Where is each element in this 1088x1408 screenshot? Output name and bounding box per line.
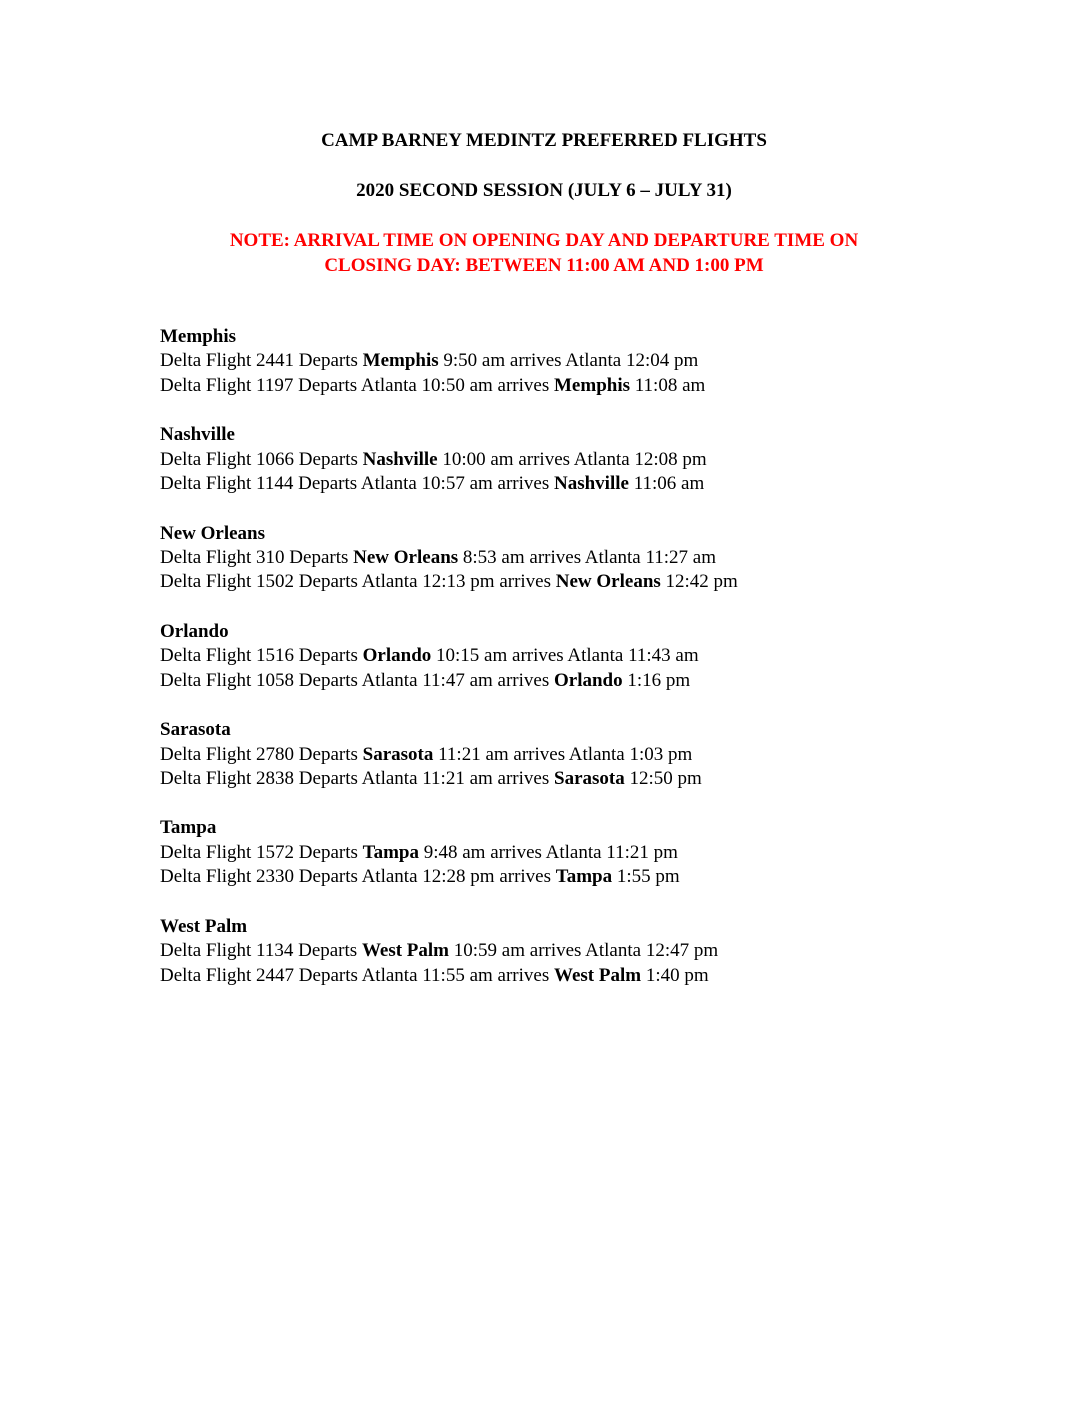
arrival-departure-note <box>150 229 938 278</box>
flight-text: 10:59 am arrives Atlanta 12:47 pm <box>449 940 719 962</box>
flight-text: Delta Flight 1502 Departs Atlanta 12:13 pm arrives <box>160 571 556 593</box>
flight-line <box>160 841 1040 865</box>
flight-city: Nashville <box>362 448 438 470</box>
flight-text: 9:50 am arrives Atlanta 12:04 pm <box>438 350 699 372</box>
flight-line <box>160 472 1040 496</box>
flight-line <box>160 669 1040 693</box>
document-title: CAMP BARNEY MEDINTZ PREFERRED FLIGHTS <box>321 130 767 151</box>
flight-city: Tampa <box>555 866 613 888</box>
flight-line <box>160 374 1040 398</box>
flight-line <box>160 865 1040 889</box>
city-heading: Nashville <box>160 424 235 446</box>
city-flight-list <box>160 325 1040 1013</box>
flight-text: 1:40 pm <box>641 964 709 986</box>
flight-city: Memphis <box>362 350 439 372</box>
flight-city: Sarasota <box>554 768 625 789</box>
flight-line <box>160 349 1040 373</box>
city-block-sarasota <box>160 718 1040 816</box>
flight-text: 1:55 pm <box>612 866 680 888</box>
flight-text: Delta Flight 1058 Departs Atlanta 11:47 am arrives <box>160 669 554 691</box>
flight-text: 11:06 am <box>628 473 705 495</box>
note-line-1: NOTE: ARRIVAL TIME ON OPENING DAY AND DEPARTURE TIME ON <box>229 230 859 251</box>
flight-line <box>160 570 1040 594</box>
flight-text: Delta Flight 310 Departs <box>160 547 354 568</box>
flight-text: 11:21 am arrives Atlanta 1:03 pm <box>433 743 693 765</box>
flight-line <box>160 743 1040 767</box>
city-block-tampa <box>160 816 1040 914</box>
city-block-orlando <box>160 620 1040 718</box>
city-block-new-orleans <box>160 522 1040 620</box>
flight-text: 10:15 am arrives Atlanta 11:43 am <box>431 645 699 667</box>
flight-text: Delta Flight 2780 Departs <box>160 743 363 765</box>
flight-text: Delta Flight 2441 Departs <box>160 350 363 372</box>
city-heading: West Palm <box>160 915 248 937</box>
flight-line <box>160 939 1040 963</box>
flight-city: Orlando <box>362 645 432 667</box>
city-block-west-palm <box>160 915 1040 1013</box>
flight-city: Orlando <box>554 669 623 691</box>
note-line-2: CLOSING DAY: BETWEEN 11:00 AM AND 1:00 PM <box>324 254 764 276</box>
flight-text: Delta Flight 1516 Departs <box>160 645 363 667</box>
flight-text: 12:50 pm <box>624 768 702 789</box>
flight-text: Delta Flight 1197 Departs Atlanta 10:50 am arrives <box>160 374 554 396</box>
flight-text: 9:48 am arrives Atlanta 11:21 pm <box>418 841 678 863</box>
flight-city: Memphis <box>554 374 630 396</box>
flight-text: Delta Flight 2838 Departs Atlanta 11:21 am arrives <box>160 768 554 789</box>
city-heading: New Orleans <box>160 522 266 544</box>
flight-city: West Palm <box>554 964 642 986</box>
city-heading: Tampa <box>160 817 217 839</box>
flight-line <box>160 448 1040 472</box>
flight-text: Delta Flight 1066 Departs <box>160 448 363 470</box>
city-block-memphis <box>160 325 1040 423</box>
flight-city: New Orleans <box>555 571 661 593</box>
flight-text: Delta Flight 2330 Departs Atlanta 12:28 pm arrives <box>160 866 556 888</box>
flight-city: New Orleans <box>353 547 459 568</box>
flight-text: 10:00 am arrives Atlanta 12:08 pm <box>437 448 707 470</box>
flight-text: 11:08 am <box>630 374 706 396</box>
flight-text: Delta Flight 1134 Departs <box>160 940 362 962</box>
flight-text: 8:53 am arrives Atlanta 11:27 am <box>458 547 717 568</box>
flight-city: Nashville <box>554 473 629 495</box>
flight-text: 1:16 pm <box>622 669 691 691</box>
city-heading: Memphis <box>160 326 236 347</box>
city-block-nashville <box>160 423 1040 521</box>
city-heading: Orlando <box>160 620 229 642</box>
flight-text: Delta Flight 1572 Departs <box>160 841 363 863</box>
flight-line <box>160 644 1040 668</box>
city-heading: Sarasota <box>160 719 231 741</box>
flight-text: 12:42 pm <box>660 571 738 593</box>
session-heading: 2020 SECOND SESSION (JULY 6 – JULY 31) <box>356 180 732 201</box>
flight-city: Tampa <box>362 841 419 863</box>
flight-line <box>160 546 1040 570</box>
flight-text: Delta Flight 2447 Departs Atlanta 11:55 am arrives <box>160 964 554 986</box>
flight-line <box>160 767 1040 791</box>
flight-city: Sarasota <box>362 743 434 765</box>
flight-line <box>160 964 1040 988</box>
flight-city: West Palm <box>361 940 450 962</box>
flight-text: Delta Flight 1144 Departs Atlanta 10:57 am arrives <box>160 473 554 495</box>
